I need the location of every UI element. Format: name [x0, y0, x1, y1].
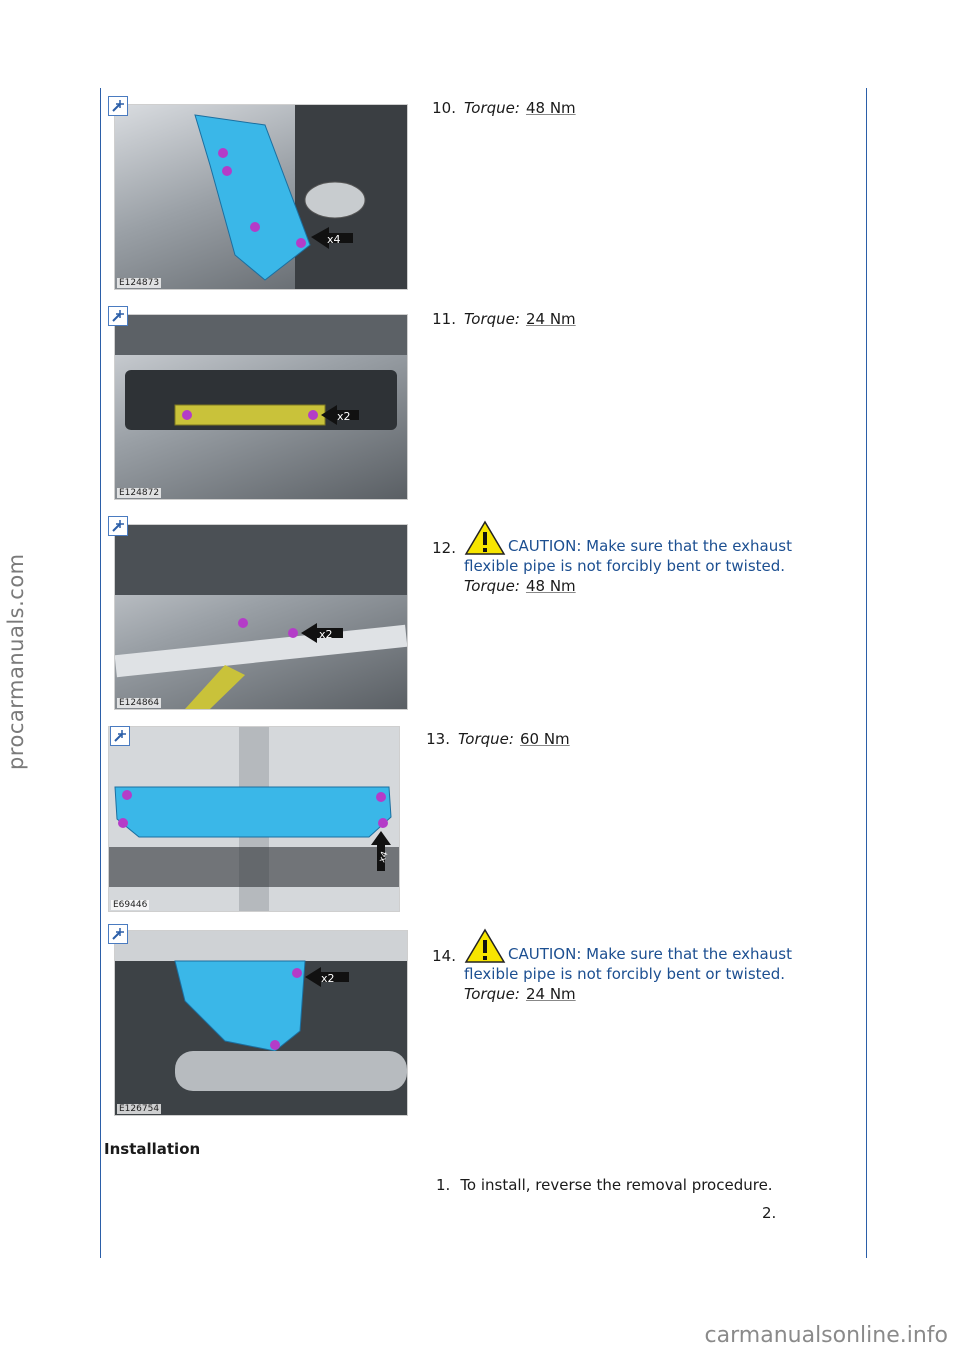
- figure-illustration: [109, 727, 399, 911]
- zoom-icon[interactable]: [108, 306, 128, 326]
- step-12: [420, 538, 464, 558]
- figure-callout: x4: [377, 850, 391, 865]
- figure-code: E69446: [113, 900, 148, 910]
- caution-line: CAUTION: Make sure that the exhaust: [464, 520, 844, 556]
- caution-line: flexible pipe is not forcibly bent or twisted.: [464, 965, 786, 983]
- step-number: 13.: [426, 730, 450, 748]
- torque-value[interactable]: 48 Nm: [525, 99, 576, 117]
- installation-step-2-number: 2.: [762, 1204, 777, 1222]
- figure-callout: x2: [319, 628, 333, 641]
- side-watermark: procarmanuals.com: [4, 553, 28, 770]
- zoom-icon[interactable]: [110, 726, 130, 746]
- figure-callout: x2: [337, 410, 351, 423]
- figure-illustration: [115, 931, 407, 1115]
- step-text: To install, reverse the removal procedure.: [460, 1176, 773, 1194]
- figure-callout: x4: [327, 233, 341, 246]
- installation-heading: Installation: [104, 1140, 201, 1158]
- step-number: 11.: [432, 310, 456, 328]
- torque-label: Torque:: [464, 99, 520, 117]
- figure-step-14: [114, 930, 408, 1116]
- right-margin-rule: [866, 88, 867, 1258]
- zoom-icon[interactable]: [108, 516, 128, 536]
- step-14: [420, 946, 464, 966]
- figure-code: E126754: [119, 1104, 160, 1114]
- warning-icon: [464, 520, 506, 556]
- caution-step-14: [464, 928, 844, 1004]
- warning-icon: [464, 928, 506, 964]
- torque-value[interactable]: 24 Nm: [525, 310, 576, 328]
- figure-callout: x2: [321, 972, 335, 985]
- torque-label: Torque:: [464, 985, 520, 1003]
- step-10: [420, 98, 576, 118]
- step-number: 1.: [436, 1176, 451, 1194]
- torque-label: Torque:: [464, 577, 520, 595]
- caution-step-12: [464, 520, 844, 596]
- step-number: 14.: [432, 947, 456, 965]
- zoom-icon[interactable]: [108, 96, 128, 116]
- torque-label: Torque:: [464, 310, 520, 328]
- figure-illustration: [115, 525, 407, 709]
- installation-step-1: [436, 1176, 773, 1194]
- figure-step-12: [114, 524, 408, 710]
- left-margin-rule: [100, 88, 101, 1258]
- figure-step-10: [114, 104, 408, 290]
- figure-code: E124872: [119, 488, 160, 498]
- figure-step-13: [108, 726, 400, 912]
- figure-illustration: [115, 105, 407, 289]
- torque-value[interactable]: 48 Nm: [525, 577, 576, 595]
- caution-line: flexible pipe is not forcibly bent or twisted.: [464, 557, 786, 575]
- step-11: [420, 309, 576, 329]
- caution-line: CAUTION: Make sure that the exhaust: [464, 928, 844, 964]
- step-number: 12.: [432, 539, 456, 557]
- zoom-icon[interactable]: [108, 924, 128, 944]
- torque-value[interactable]: 24 Nm: [525, 985, 576, 1003]
- figure-code: E124873: [119, 278, 160, 288]
- torque-label: Torque:: [458, 730, 514, 748]
- figure-illustration: [115, 315, 407, 499]
- torque-value[interactable]: 60 Nm: [519, 730, 570, 748]
- bottom-watermark: carmanualsonline.info: [704, 1323, 948, 1348]
- figure-code: E124864: [119, 698, 160, 708]
- step-number: 10.: [432, 99, 456, 117]
- step-13: [414, 729, 570, 749]
- figure-step-11: [114, 314, 408, 500]
